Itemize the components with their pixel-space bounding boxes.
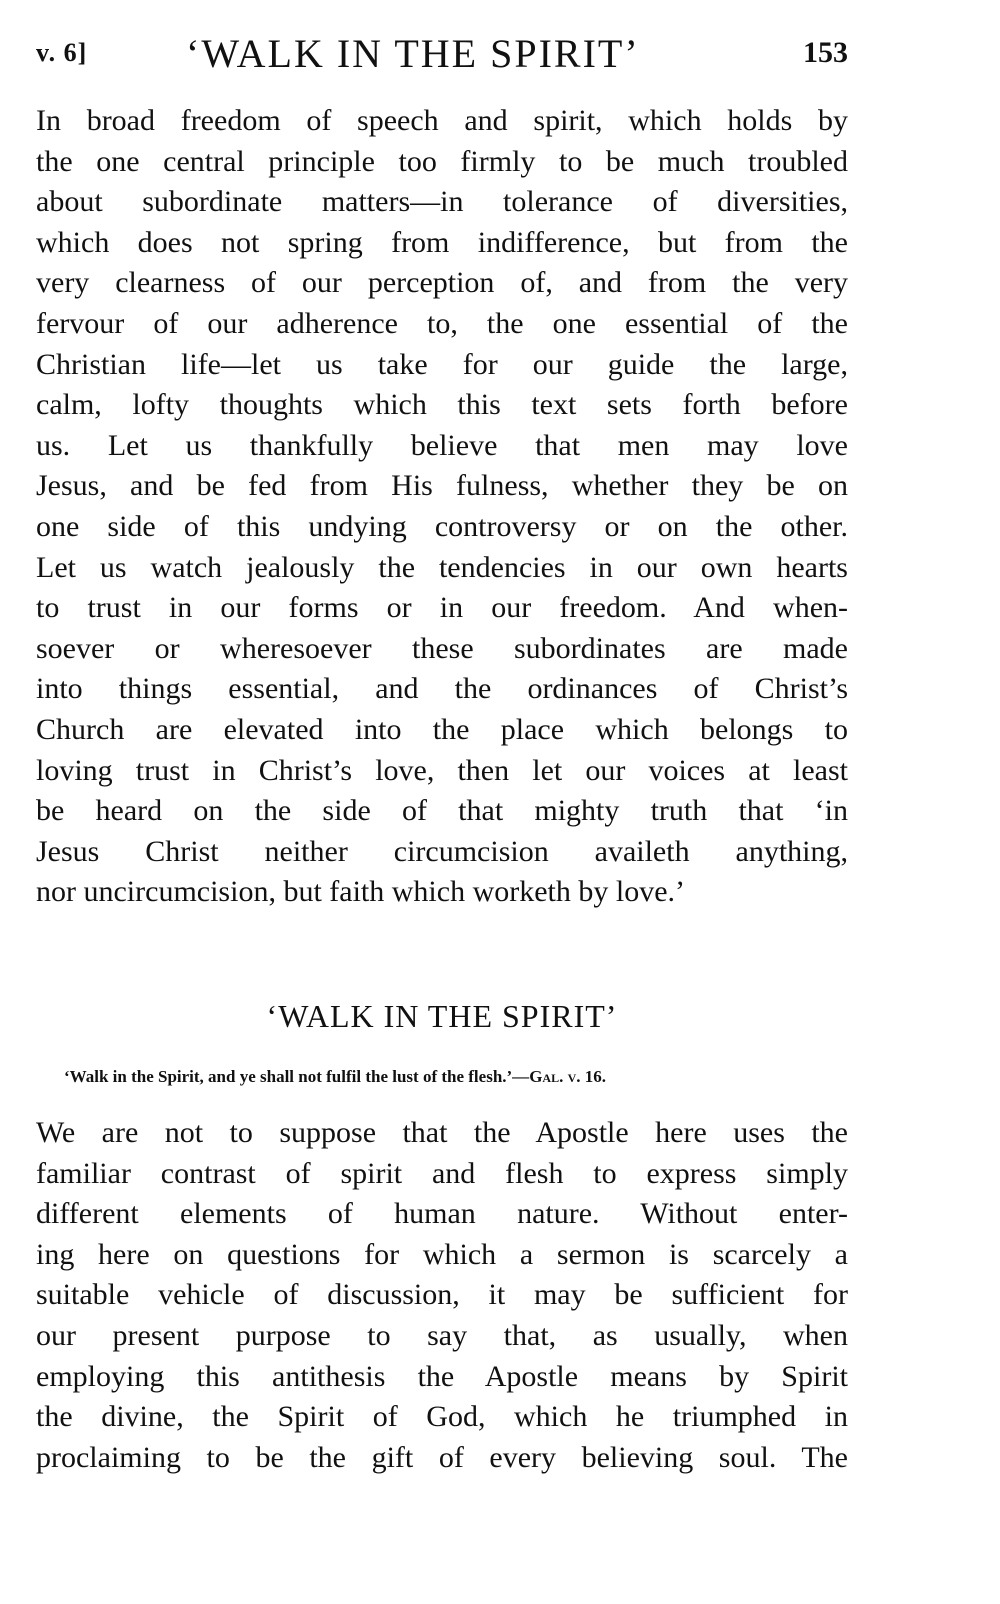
text-line: about subordinate matters—in tolerance of diversities, (36, 185, 848, 219)
section-title: ‘WALK IN THE SPIRIT’ (266, 998, 618, 1034)
epigraph (64, 1067, 844, 1087)
text-line: Jesus Christ neither circumcision availeth anything, (36, 834, 848, 868)
text-line: very clearness of our perception of, and from the very (36, 266, 848, 300)
text-line: which does not spring from indifference, but from the (36, 225, 848, 259)
text-line: Let us watch jealously the tendencies in our own hearts (36, 550, 848, 584)
text-line: different elements of human nature. Without enter- (36, 1197, 848, 1231)
text-line: calm, lofty thoughts which this text sets forth before (36, 388, 848, 422)
text-line: Christian life—let us take for our guide the large, (36, 347, 848, 381)
text-line: employing this antithesis the Apostle means by Spirit (36, 1359, 848, 1393)
text-line: nor uncircumcision, but faith which worketh by love.’ (36, 875, 686, 909)
paragraph-continued (36, 101, 848, 913)
text-line: proclaiming to be the gift of every believing soul. The (36, 1440, 848, 1474)
paragraph-opening (36, 1113, 848, 1478)
text-line: fervour of our adherence to, the one essential of the (36, 306, 848, 340)
text-line: suitable vehicle of discussion, it may be sufficient for (36, 1278, 848, 1312)
text-line: familiar contrast of spirit and flesh to express simply (36, 1156, 848, 1190)
running-head (36, 30, 848, 80)
chapter-reference: v. 6] (36, 38, 88, 67)
text-line: the one central principle too firmly to be much troubled (36, 144, 848, 178)
text-line: be heard on the side of that mighty truth that ‘in (36, 794, 848, 828)
text-line: In broad freedom of speech and spirit, which holds by (36, 104, 848, 137)
text-line: Jesus, and be fed from His fulness, whether they be on (36, 469, 848, 503)
text-line: soever or wheresoever these subordinates are made (36, 631, 848, 665)
text-line: the divine, the Spirit of God, which he triumphed in (36, 1400, 848, 1434)
text-line: us. Let us thankfully believe that men may love (36, 428, 848, 462)
text-line: our present purpose to say that, as usually, when (36, 1318, 848, 1352)
text-line: Church are elevated into the place which belongs to (36, 712, 848, 746)
text-line: one side of this undying controversy or on the other. (36, 509, 848, 543)
text-line: loving trust in Christ’s love, then let our voices at least (36, 753, 848, 787)
text-line: We are not to suppose that the Apostle here uses the (36, 1116, 848, 1149)
text-line: into things essential, and the ordinances of Christ’s (36, 672, 848, 706)
page-number: 153 (803, 36, 848, 69)
text-line: to trust in our forms or in our freedom. And when- (36, 591, 848, 625)
epigraph-reference: Gal. v. 16. (529, 1067, 606, 1086)
epigraph-quote: ‘Walk in the Spirit, and ye shall not fulfil the lust of the flesh.’— (64, 1067, 530, 1086)
text-line: ing here on questions for which a sermon is scarcely a (36, 1237, 848, 1271)
running-title: ‘WALK IN THE SPIRIT’ (186, 31, 640, 76)
